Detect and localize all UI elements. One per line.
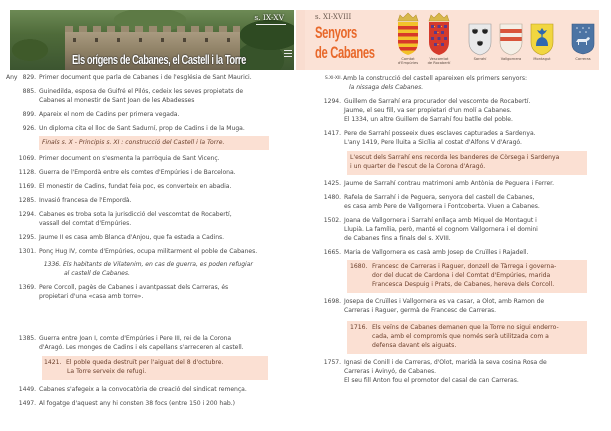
shield-comtat-empories [393, 12, 423, 66]
entry-year: 1502. [323, 217, 341, 224]
entry-year: 1497. [18, 400, 36, 407]
entry-text: la nissaga dels Cabanes. [349, 84, 424, 92]
shield-carreras [568, 12, 598, 61]
shield-vescomtat-rocaberti [424, 12, 454, 66]
highlight-year: 1680. [350, 263, 368, 270]
moors-heads-shield-icon [467, 12, 493, 56]
crowned-shield-icon [426, 12, 452, 56]
entry-text: Primer document que parla de Cabanes i de l'església de Sant Maurici. [39, 74, 252, 81]
entry-year: S.XI-XII. [324, 76, 342, 81]
entry-text: Cabanes s'afegeix a la convocatòria de creació del sindicat remença. [39, 386, 247, 393]
highlight-text: El poble queda destruït per l'aiguat del 8 d'octubre. La Torre serveix de refugi. [66, 359, 224, 376]
entry-text: Guillem de Sarrahí era procurador del vescomte de Rocabertí. Jaume, el seu fill, va ser propietari d'un molí a Cabanes. El 1334, un altre Guillem de Sarrahí fou batlle del poble. [344, 98, 531, 124]
entry-year: 1417. [323, 130, 341, 137]
right-page-title: Senyors de Cabanes [315, 23, 375, 62]
shield-label: Sarrahí [473, 57, 487, 61]
castle-photo-banner [10, 10, 294, 70]
striped-shield-icon [498, 12, 524, 56]
entry-text: Maria de Vallgornera es casà amb Josep de Cruïlles i Rajadell. [344, 249, 529, 256]
shield-label: Vescomtat de Rocabertí [427, 57, 451, 66]
entry-text: Apareix el nom de Cadins per primera vegada. [39, 111, 180, 118]
highlight-text: L'escut dels Sarrahí ens recorda les banderes de Còrsega i Sardenya i un quarter de l'escut de la Corona d'Aragó. [350, 154, 560, 171]
entry-year: 885. [22, 88, 36, 95]
entry-year: 1425. [323, 180, 341, 187]
right-period-label: s. XI-XVIII [315, 13, 352, 21]
highlight-text: Francesc de Carreras i Raguer, donzell de Tàrrega i governa- dor del ducat de Cardona i del Comtat d'Empúries, marida Francesca Despuig i Prats, de Cabanes, hereva dels Corcoll. [372, 263, 557, 289]
shield-sarrahi [465, 12, 495, 61]
crowned-shield-icon [395, 12, 421, 56]
entry-year: 1336. [43, 261, 61, 268]
left-page-title: Els orígens de Cabanes, el Castell i la Torre [72, 52, 246, 67]
entry-text: Ignasi de Conill i de Carreras, d'Olot, maridà la seva cosina Rosa de Carreras i Avinyó, de Cabanes. El seu fill Anton fou el promotor del casal de can Carreras. [344, 359, 547, 385]
entry-year: 1069. [18, 155, 36, 162]
entry-text: Cabanes es troba sota la jurisdicció del vescomtat de Rocabertí, vassall del comtat d'Empúries. [39, 211, 232, 228]
horse-stars-shield-icon [570, 12, 596, 56]
entry-text: Pere de Sarrahí posseeix dues esclaves capturades a Sardenya. L'any 1419, Pere lluita a Sicília al costat d'Alfons V d'Aragó. [344, 130, 536, 147]
shield-label: Comtat d'Empúries [397, 57, 419, 66]
entry-year: 1294. [323, 98, 341, 105]
entry-text: Jaume II es casa amb Blanca d'Anjou, que fa estada a Cadins. [39, 234, 225, 241]
entry-year: 1385. [18, 335, 36, 342]
entry-text: Al fogatge d'aquest any hi consten 38 focs (entre 150 i 200 hab.) [39, 400, 235, 407]
entry-text: Guerra entre Joan I, comte d'Empúries i Pere III, rei de la Corona d'Aragó. Les monges de Cadins i els capellans s'arreceren al castell. [39, 335, 244, 352]
pink-divider-strip [296, 10, 305, 70]
entry-text: Un diploma cita el lloc de Sant Sadurní, prop de Cadins i de la Muga. [39, 125, 245, 132]
left-period-label: s. IX-XV [254, 13, 284, 22]
highlight-year: 1421. [44, 359, 62, 366]
shield-vallgornera [496, 12, 526, 61]
entry-year: 1294. [18, 211, 36, 218]
entry-year: 1169. [18, 183, 36, 190]
shield-montagut [527, 12, 557, 61]
lords-header [305, 10, 599, 70]
period-underline [256, 24, 286, 25]
highlight-text: Els veïns de Cabanes demanen que la Torre no sigui enderro- cada, amb el compromís que només serà utilitzada com a defensa davant els aiguats. [372, 324, 559, 350]
entry-year: 1128. [18, 169, 36, 176]
entry-text: Amb la construcció del castell apareixen els primers senyors: [343, 75, 528, 82]
entry-year: 1295. [18, 234, 36, 241]
entry-text: al castell de Cabanes. [64, 270, 130, 278]
entry-text: Guinedilda, esposa de Guifré el Pilós, cedeix les seves propietats de Cabanes al monestir de Sant Joan de les Abadesses [39, 88, 244, 105]
entry-text: Ponç Hug IV, comte d'Empúries, ocupa militarment el poble de Cabanes. [39, 248, 258, 255]
highlight-year: 1716. [350, 324, 368, 331]
left-page [0, 0, 305, 431]
entry-text: Guerra de l'Empordà entre els comtes d'Empúries i de Barcelona. [39, 169, 236, 176]
entry-year: 1285. [18, 197, 36, 204]
entry-year: 1698. [323, 298, 341, 305]
entry-text: El monestir de Cadins, fundat feia poc, es converteix en abadia. [39, 183, 232, 190]
entry-text: Josepa de Cruïlles i Vallgornera es va casar, a Olot, amb Ramon de Carreras i Raguer, germà de Francesc de Carreras. [344, 298, 545, 315]
shield-label: Vallgornera [500, 57, 522, 61]
entry-text: Rafela de Sarrahí i de Peguera, senyora del castell de Cabanes, es casa amb Pere de Vallgornera i Fontcoberta. Viuen a Cabanes. [344, 194, 540, 211]
entry-year: 1757. [323, 359, 341, 366]
entry-year: 899. [22, 111, 36, 118]
entry-text: Els habitants de Vilatenim, en cas de guerra, es poden refugiar [63, 261, 253, 268]
entry-text: Invasió francesa de l'Empordà. [39, 197, 132, 204]
entry-year: 1449. [18, 386, 36, 393]
shield-label: Montagut [533, 57, 551, 61]
mountain-fleur-shield-icon [529, 12, 555, 56]
highlight-text: Finals s. X - Principis s. XI : construcció del Castell i la Torre. [42, 139, 225, 146]
entry-year: 829. [22, 74, 36, 81]
right-page [305, 0, 611, 431]
entry-text: Pere Corcoll, pagès de Cabanes i avantpassat dels Carreras, és propietari d'una «casa amb torre». [39, 284, 229, 301]
entry-text: Joana de Vallgornera i Sarrahí enllaça amb Miquel de Montagut i Llupià. La família, però, manté el cognom Vallgornera i el domini de Cabanes fins a finals del s. XVIII. [344, 217, 538, 243]
shield-label: Carreras [575, 57, 591, 61]
entry-year: 1301. [18, 248, 36, 255]
entry-year: 1665. [323, 249, 341, 256]
coats-of-arms [393, 12, 599, 68]
entry-text: Jaume de Sarrahí contrau matrimoni amb Antònia de Peguera i Ferrer. [344, 180, 554, 187]
edge-lines [284, 50, 292, 59]
entry-year: 926. [22, 125, 36, 132]
entry-text: Primer document on s'esmenta la parròquia de Sant Vicenç. [39, 155, 220, 162]
entry-year: 1480. [323, 194, 341, 201]
entry-year: 1369. [18, 284, 36, 291]
entry-prefix: Any [6, 74, 18, 81]
